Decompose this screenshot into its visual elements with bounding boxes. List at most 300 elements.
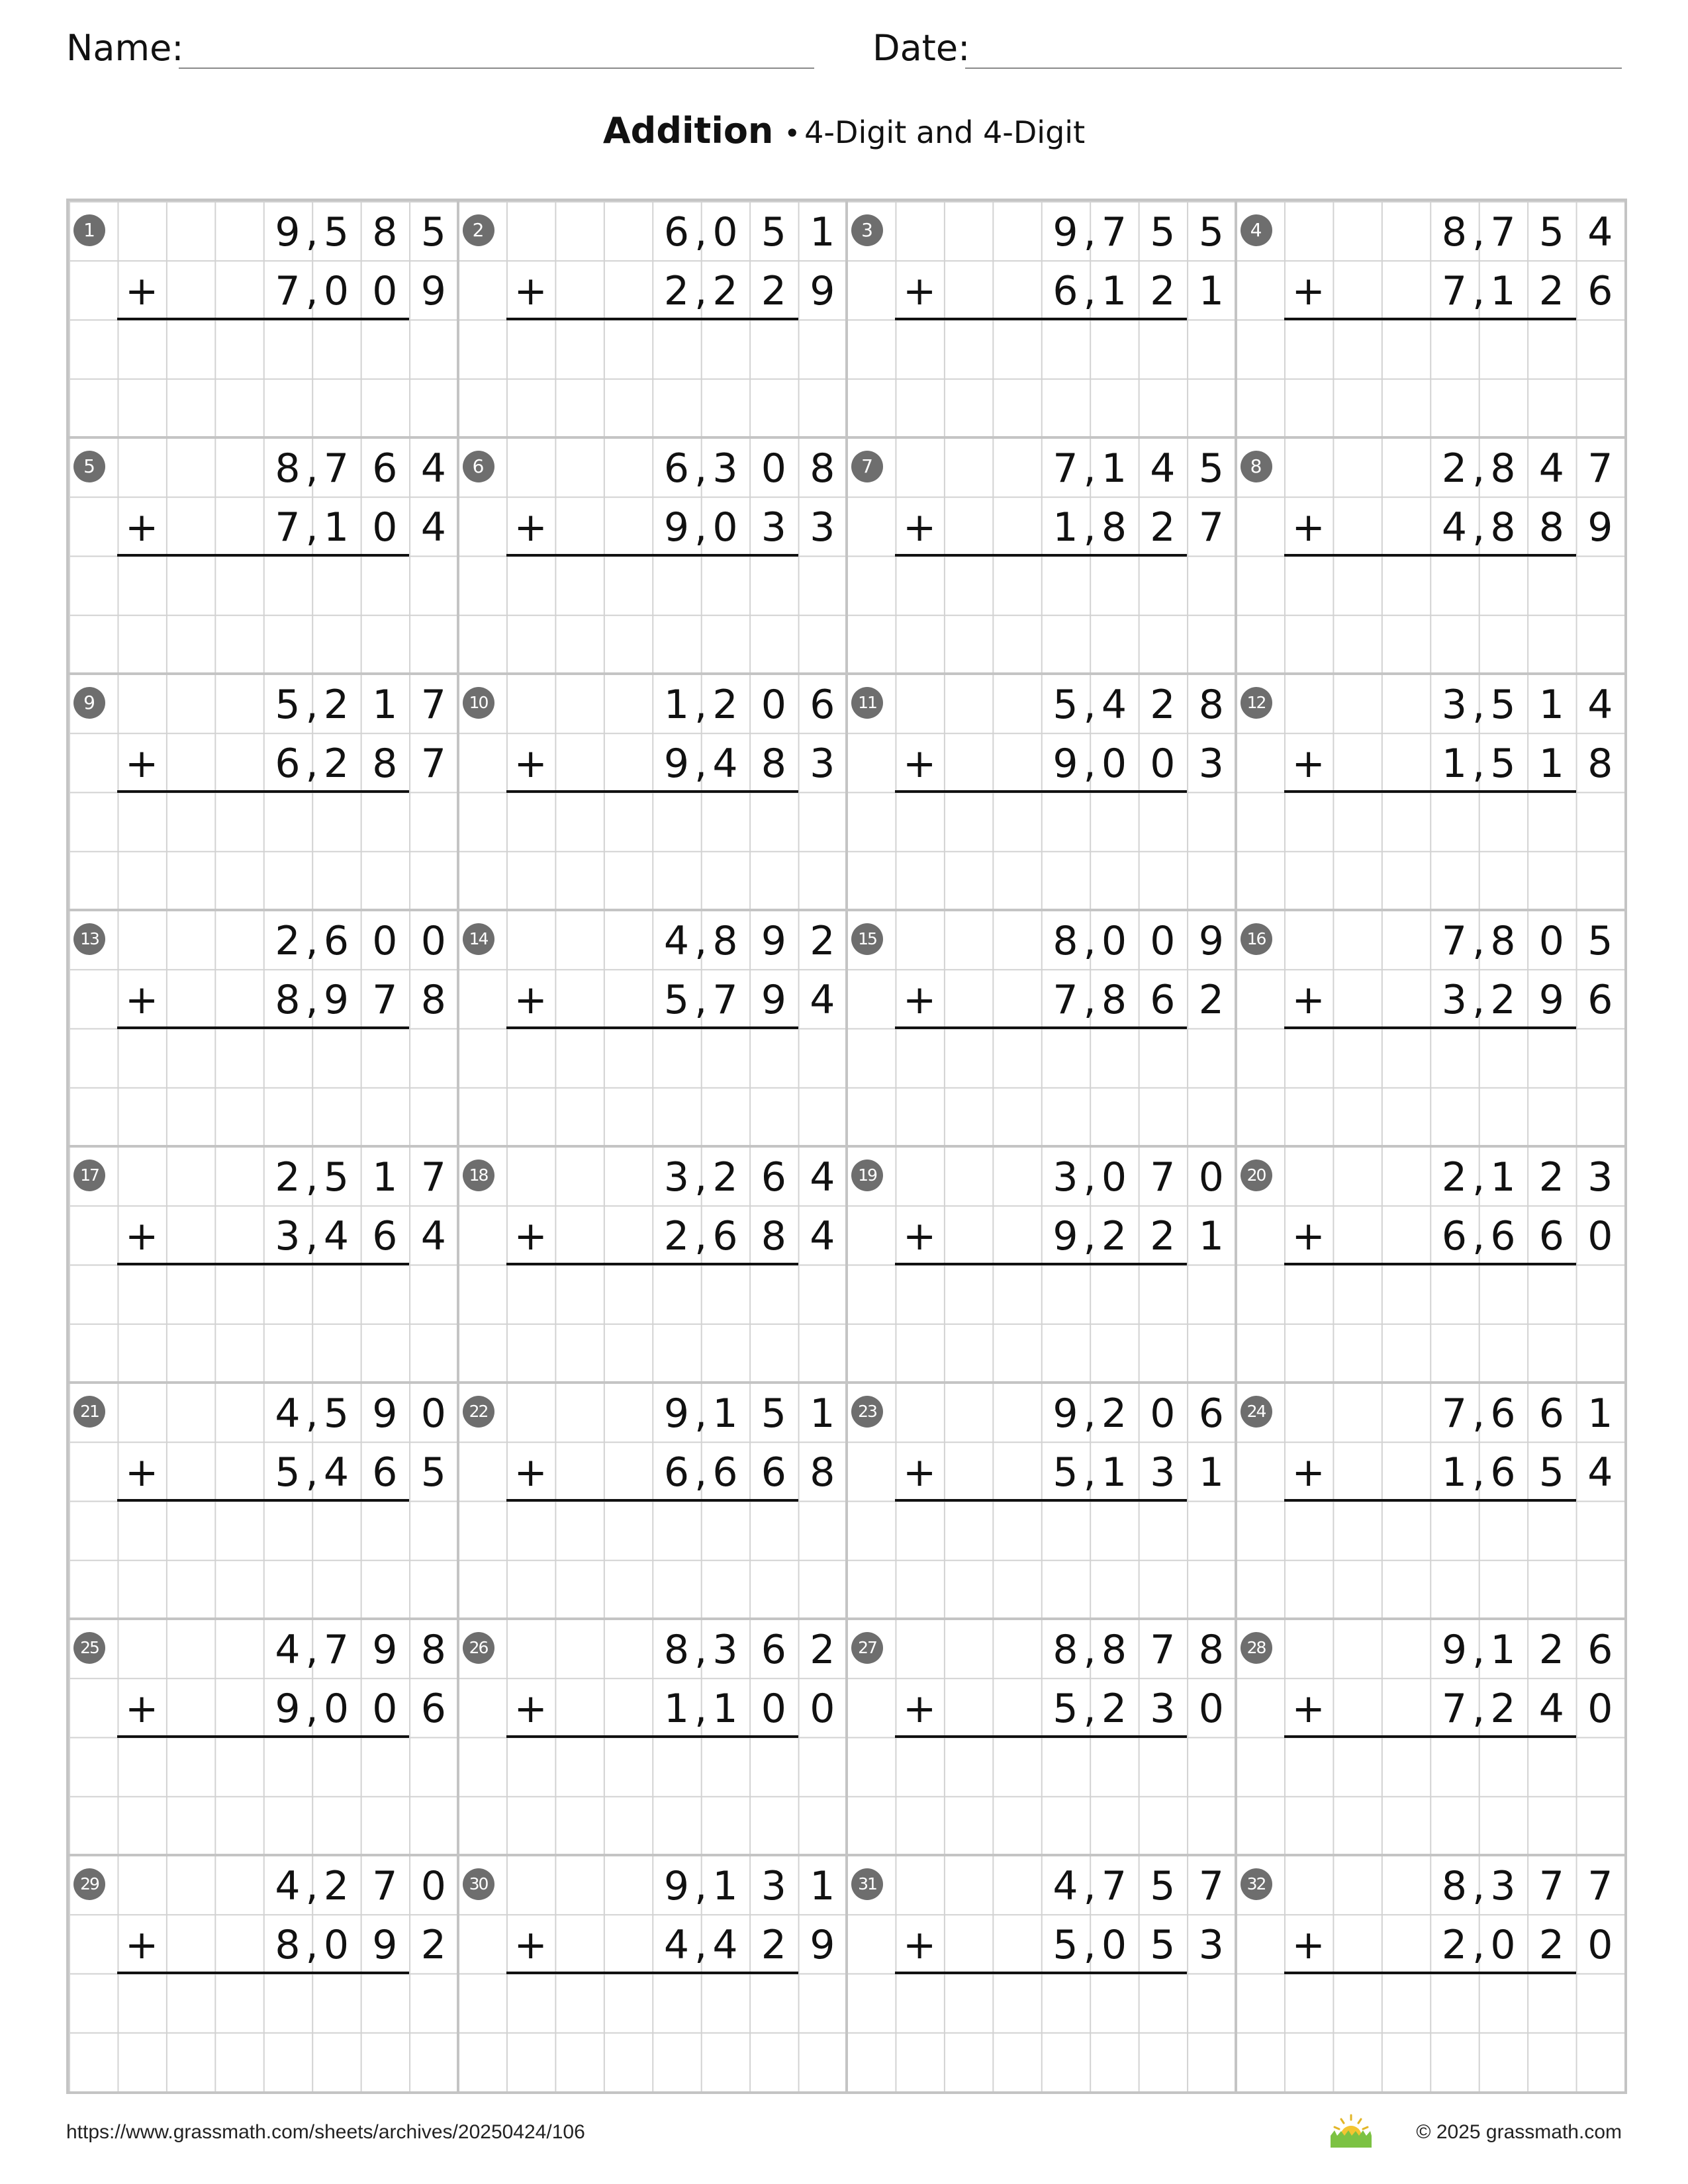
plus-sign: +	[514, 741, 547, 788]
problem-number-badge: 11	[851, 687, 883, 719]
top-addend-digit: 4	[420, 445, 446, 492]
bottom-addend-digit: 0	[372, 504, 398, 551]
bottom-addend-digit: 0	[1101, 741, 1127, 788]
problem-3	[847, 201, 1236, 437]
top-addend-digit: 0	[1150, 1390, 1176, 1437]
top-addend-digit: 1	[1490, 1627, 1516, 1673]
answer-area[interactable]	[1284, 1265, 1576, 1324]
bottom-addend-digit: 4	[712, 741, 738, 788]
top-addend-digit: 9	[1053, 1390, 1078, 1437]
bottom-addend-digit: 9	[372, 1922, 398, 1969]
top-addend-digit: 9	[1053, 209, 1078, 255]
top-addend-digit: 4	[1150, 445, 1176, 492]
bottom-addend-digit: 1	[1053, 504, 1078, 551]
bottom-addend-digit: 1	[712, 1686, 738, 1733]
title-bullet: •	[784, 117, 801, 150]
bottom-addend-digit: 6	[1587, 268, 1613, 315]
top-addend-digit: 2	[1441, 445, 1468, 492]
bottom-addend-digit: 8	[420, 977, 446, 1024]
bottom-addend-digit: 5	[275, 1449, 301, 1496]
bottom-addend-digit: 0	[1587, 1922, 1613, 1969]
answer-area[interactable]	[506, 556, 798, 615]
bottom-addend-digit: 8	[275, 977, 301, 1024]
top-addend-digit: 0	[420, 1863, 446, 1909]
top-addend-digit: 1	[1490, 1154, 1516, 1201]
bottom-addend-comma: ,	[1472, 1213, 1485, 1260]
answer-area[interactable]	[117, 1501, 409, 1560]
problem-number-badge: 7	[851, 451, 883, 482]
top-addend-digit: 6	[1198, 1390, 1224, 1437]
bottom-addend-digit: 6	[663, 1449, 690, 1496]
top-addend-comma: ,	[1472, 1627, 1485, 1673]
bottom-addend-comma: ,	[1083, 977, 1096, 1024]
grass-sun-logo-icon	[1325, 2111, 1377, 2151]
problem-number-badge: 27	[851, 1632, 883, 1664]
problem-number-badge: 10	[463, 687, 494, 719]
bottom-addend-comma: ,	[1472, 741, 1485, 788]
bottom-addend-digit: 2	[761, 1922, 786, 1969]
top-addend-digit: 6	[1490, 1390, 1516, 1437]
bottom-addend-digit: 7	[1441, 268, 1468, 315]
top-addend-digit: 1	[712, 1390, 738, 1437]
bottom-addend-digit: 6	[1587, 977, 1613, 1024]
top-addend-comma: ,	[1083, 1627, 1096, 1673]
problem-23	[847, 1383, 1236, 1619]
footer-url: https://www.grassmath.com/sheets/archives/20250424/106	[66, 2121, 585, 2143]
top-addend-digit: 3	[1490, 1863, 1516, 1909]
problem-27	[847, 1619, 1236, 1855]
plus-sign: +	[903, 1213, 937, 1260]
top-addend-digit: 2	[1538, 1154, 1564, 1201]
bottom-addend-comma: ,	[305, 741, 318, 788]
worksheet-title	[0, 105, 1688, 166]
bottom-addend-digit: 0	[810, 1686, 835, 1733]
top-addend-digit: 7	[1441, 1390, 1468, 1437]
top-addend-digit: 7	[1150, 1154, 1176, 1201]
answer-area[interactable]	[117, 1737, 409, 1796]
top-addend-digit: 0	[1150, 918, 1176, 964]
problem-number-badge: 15	[851, 923, 883, 955]
problem-5	[69, 437, 458, 674]
top-addend-digit: 5	[1198, 445, 1224, 492]
top-addend-digit: 4	[1538, 445, 1564, 492]
bottom-addend-digit: 5	[1490, 741, 1516, 788]
top-addend-digit: 4	[663, 918, 690, 964]
bottom-addend-digit: 8	[1587, 741, 1613, 788]
plus-sign: +	[1291, 268, 1325, 315]
plus-sign: +	[903, 977, 937, 1024]
bottom-addend-digit: 0	[1587, 1686, 1613, 1733]
answer-area[interactable]	[895, 1737, 1187, 1796]
bottom-addend-digit: 0	[1587, 1213, 1613, 1260]
bottom-addend-digit: 1	[323, 504, 349, 551]
name-field[interactable]	[179, 68, 814, 69]
top-addend-comma: ,	[694, 1863, 708, 1909]
bottom-addend-digit: 1	[1198, 1449, 1224, 1496]
top-addend-digit: 6	[1587, 1627, 1613, 1673]
top-addend-digit: 8	[420, 1627, 446, 1673]
top-addend-digit: 3	[1053, 1154, 1078, 1201]
bottom-addend-digit: 1	[1198, 1213, 1224, 1260]
bottom-addend-digit: 0	[372, 268, 398, 315]
problem-15	[847, 910, 1236, 1146]
answer-area[interactable]	[506, 1028, 798, 1087]
answer-area[interactable]	[506, 1501, 798, 1560]
answer-area[interactable]	[506, 1737, 798, 1796]
bottom-addend-digit: 0	[1198, 1686, 1224, 1733]
problem-8	[1236, 437, 1625, 674]
problem-31	[847, 1855, 1236, 2091]
bottom-addend-comma: ,	[694, 504, 708, 551]
bottom-addend-digit: 3	[1150, 1449, 1176, 1496]
bottom-addend-digit: 9	[1587, 504, 1613, 551]
bottom-addend-comma: ,	[694, 268, 708, 315]
bottom-addend-digit: 9	[810, 268, 835, 315]
bottom-addend-comma: ,	[1472, 504, 1485, 551]
bottom-addend-comma: ,	[1083, 504, 1096, 551]
problem-number-badge: 26	[463, 1632, 494, 1664]
bottom-addend-digit: 7	[1441, 1686, 1468, 1733]
top-addend-digit: 8	[275, 445, 301, 492]
problem-30	[458, 1855, 847, 2091]
bottom-addend-digit: 6	[1538, 1213, 1564, 1260]
top-addend-digit: 3	[1441, 682, 1468, 728]
bottom-addend-digit: 2	[712, 268, 738, 315]
top-addend-digit: 8	[1198, 682, 1224, 728]
answer-area[interactable]	[117, 792, 409, 851]
plus-sign: +	[903, 1449, 937, 1496]
top-addend-digit: 7	[420, 682, 446, 728]
top-addend-digit: 8	[1441, 209, 1468, 255]
bottom-addend-digit: 4	[810, 1213, 835, 1260]
problem-number-badge: 18	[463, 1160, 494, 1191]
top-addend-digit: 6	[761, 1154, 786, 1201]
bottom-addend-digit: 6	[761, 1449, 786, 1496]
plus-sign: +	[514, 1686, 547, 1733]
problem-20	[1236, 1146, 1625, 1383]
top-addend-digit: 8	[1490, 445, 1516, 492]
answer-area[interactable]	[895, 1265, 1187, 1324]
bottom-addend-digit: 1	[1101, 268, 1127, 315]
top-addend-digit: 0	[1101, 918, 1127, 964]
problem-number-badge: 30	[463, 1868, 494, 1900]
top-addend-comma: ,	[694, 1390, 708, 1437]
top-addend-digit: 4	[1587, 209, 1613, 255]
plus-sign: +	[514, 1213, 547, 1260]
answer-area[interactable]	[895, 556, 1187, 615]
problem-number-badge: 6	[463, 451, 494, 482]
answer-area[interactable]	[1284, 1737, 1576, 1796]
bottom-addend-digit: 0	[1490, 1922, 1516, 1969]
problem-1	[69, 201, 458, 437]
bottom-addend-comma: ,	[694, 1213, 708, 1260]
top-addend-digit: 8	[1441, 1863, 1468, 1909]
top-addend-digit: 8	[712, 918, 738, 964]
answer-area[interactable]	[1284, 1028, 1576, 1087]
problem-number-badge: 32	[1241, 1868, 1272, 1900]
bottom-addend-comma: ,	[1083, 1922, 1096, 1969]
bottom-addend-digit: 6	[372, 1213, 398, 1260]
bottom-addend-digit: 8	[761, 741, 786, 788]
problem-32	[1236, 1855, 1625, 2091]
bottom-addend-comma: ,	[1083, 1686, 1096, 1733]
bottom-addend-digit: 0	[323, 1686, 349, 1733]
problem-26	[458, 1619, 847, 1855]
plus-sign: +	[514, 1449, 547, 1496]
bottom-addend-digit: 1	[1101, 1449, 1127, 1496]
answer-area[interactable]	[1284, 1974, 1576, 2032]
problem-number-badge: 14	[463, 923, 494, 955]
answer-area[interactable]	[895, 1974, 1187, 2032]
bottom-addend-digit: 2	[1538, 268, 1564, 315]
bottom-addend-digit: 2	[420, 1922, 446, 1969]
top-addend-digit: 3	[712, 1627, 738, 1673]
problem-2	[458, 201, 847, 437]
bottom-addend-digit: 6	[275, 741, 301, 788]
bottom-addend-comma: ,	[305, 1686, 318, 1733]
bottom-addend-digit: 9	[420, 268, 446, 315]
bottom-addend-digit: 5	[663, 977, 690, 1024]
top-addend-digit: 7	[1441, 918, 1468, 964]
plus-sign: +	[514, 268, 547, 315]
top-addend-comma: ,	[1083, 918, 1096, 964]
bottom-addend-digit: 7	[275, 504, 301, 551]
title-subtitle: 4-Digit and 4-Digit	[804, 114, 1086, 150]
top-addend-digit: 6	[663, 445, 690, 492]
answer-area[interactable]	[1284, 320, 1576, 379]
bottom-addend-digit: 9	[810, 1922, 835, 1969]
top-addend-digit: 6	[663, 209, 690, 255]
top-addend-digit: 4	[1587, 682, 1613, 728]
bottom-addend-digit: 7	[275, 268, 301, 315]
top-addend-comma: ,	[1083, 1154, 1096, 1201]
answer-area[interactable]	[1284, 792, 1576, 851]
top-addend-digit: 9	[761, 918, 786, 964]
bottom-addend-digit: 7	[420, 741, 446, 788]
bottom-addend-digit: 0	[761, 1686, 786, 1733]
bottom-addend-digit: 4	[420, 504, 446, 551]
bottom-addend-digit: 4	[1538, 1686, 1564, 1733]
problem-6	[458, 437, 847, 674]
top-addend-comma: ,	[305, 1390, 318, 1437]
answer-area[interactable]	[895, 320, 1187, 379]
answer-area[interactable]	[117, 556, 409, 615]
bottom-addend-digit: 2	[1490, 1686, 1516, 1733]
bottom-addend-comma: ,	[305, 504, 318, 551]
bottom-addend-digit: 8	[1101, 977, 1127, 1024]
answer-area[interactable]	[117, 1974, 409, 2032]
top-addend-digit: 9	[1441, 1627, 1468, 1673]
answer-area[interactable]	[506, 1265, 798, 1324]
top-addend-digit: 1	[712, 1863, 738, 1909]
problem-number-badge: 8	[1241, 451, 1272, 482]
bottom-addend-digit: 2	[1101, 1686, 1127, 1733]
bottom-addend-digit: 5	[420, 1449, 446, 1496]
top-addend-digit: 7	[1101, 1863, 1127, 1909]
top-addend-digit: 8	[1053, 918, 1078, 964]
problem-number-badge: 9	[73, 687, 105, 719]
plus-sign: +	[903, 1922, 937, 1969]
top-addend-digit: 9	[372, 1390, 398, 1437]
answer-area[interactable]	[506, 792, 798, 851]
top-addend-digit: 0	[420, 918, 446, 964]
bottom-addend-digit: 4	[1587, 1449, 1613, 1496]
bottom-addend-digit: 1	[663, 1686, 690, 1733]
plus-sign: +	[125, 741, 159, 788]
problem-17	[69, 1146, 458, 1383]
top-addend-digit: 1	[372, 1154, 398, 1201]
top-addend-digit: 7	[323, 445, 349, 492]
plus-sign: +	[125, 1213, 159, 1260]
top-addend-digit: 6	[761, 1627, 786, 1673]
answer-area[interactable]	[895, 792, 1187, 851]
answer-area[interactable]	[117, 1265, 409, 1324]
top-addend-digit: 6	[323, 918, 349, 964]
problem-number-badge: 12	[1241, 687, 1272, 719]
answer-area[interactable]	[117, 1028, 409, 1087]
top-addend-comma: ,	[1083, 1863, 1096, 1909]
top-addend-digit: 5	[323, 1154, 349, 1201]
bottom-addend-comma: ,	[305, 977, 318, 1024]
problem-19	[847, 1146, 1236, 1383]
problem-7	[847, 437, 1236, 674]
bottom-addend-digit: 5	[1538, 1449, 1564, 1496]
bottom-addend-comma: ,	[1083, 741, 1096, 788]
top-addend-digit: 5	[1150, 1863, 1176, 1909]
answer-area[interactable]	[895, 1501, 1187, 1560]
problem-number-badge: 16	[1241, 923, 1272, 955]
plus-sign: +	[1291, 1686, 1325, 1733]
bottom-addend-digit: 2	[1441, 1922, 1468, 1969]
problem-12	[1236, 674, 1625, 910]
bottom-addend-digit: 3	[810, 741, 835, 788]
bottom-addend-digit: 0	[323, 268, 349, 315]
bottom-addend-comma: ,	[1472, 977, 1485, 1024]
bottom-addend-digit: 0	[372, 1686, 398, 1733]
top-addend-digit: 6	[372, 445, 398, 492]
answer-area[interactable]	[895, 1028, 1187, 1087]
problem-11	[847, 674, 1236, 910]
top-addend-digit: 2	[323, 1863, 349, 1909]
bottom-addend-comma: ,	[305, 1213, 318, 1260]
problem-18	[458, 1146, 847, 1383]
bottom-addend-digit: 4	[1441, 504, 1468, 551]
top-addend-digit: 0	[372, 918, 398, 964]
bottom-addend-digit: 5	[1053, 1922, 1078, 1969]
bottom-addend-digit: 5	[1150, 1922, 1176, 1969]
problem-13	[69, 910, 458, 1146]
bottom-addend-digit: 2	[1150, 504, 1176, 551]
plus-sign: +	[903, 1686, 937, 1733]
top-addend-digit: 6	[1538, 1390, 1564, 1437]
bottom-addend-digit: 4	[712, 1922, 738, 1969]
top-addend-digit: 5	[761, 209, 786, 255]
bottom-addend-digit: 4	[323, 1213, 349, 1260]
top-addend-digit: 1	[1587, 1390, 1613, 1437]
bottom-addend-digit: 1	[1441, 1449, 1468, 1496]
plus-sign: +	[125, 504, 159, 551]
top-addend-digit: 7	[1150, 1627, 1176, 1673]
top-addend-digit: 8	[1198, 1627, 1224, 1673]
plus-sign: +	[903, 504, 937, 551]
top-addend-digit: 5	[1198, 209, 1224, 255]
top-addend-comma: ,	[1472, 1154, 1485, 1201]
problem-9	[69, 674, 458, 910]
answer-area[interactable]	[506, 1974, 798, 2032]
top-addend-digit: 8	[1101, 1627, 1127, 1673]
bottom-addend-digit: 2	[323, 741, 349, 788]
bottom-addend-comma: ,	[1472, 1686, 1485, 1733]
bottom-addend-digit: 2	[1150, 1213, 1176, 1260]
bottom-addend-digit: 7	[712, 977, 738, 1024]
top-addend-digit: 0	[761, 682, 786, 728]
top-addend-digit: 0	[1198, 1154, 1224, 1201]
bottom-addend-comma: ,	[1083, 1449, 1096, 1496]
top-addend-digit: 0	[1538, 918, 1564, 964]
problem-28	[1236, 1619, 1625, 1855]
top-addend-digit: 4	[1053, 1863, 1078, 1909]
bottom-addend-comma: ,	[1083, 1213, 1096, 1260]
plus-sign: +	[125, 1686, 159, 1733]
bottom-addend-comma: ,	[694, 1686, 708, 1733]
problem-21	[69, 1383, 458, 1619]
top-addend-comma: ,	[1472, 1863, 1485, 1909]
bottom-addend-digit: 2	[663, 1213, 690, 1260]
bottom-addend-digit: 2	[663, 268, 690, 315]
bottom-addend-comma: ,	[1083, 268, 1096, 315]
bottom-addend-comma: ,	[1472, 1449, 1485, 1496]
top-addend-digit: 2	[1441, 1154, 1468, 1201]
problem-number-badge: 20	[1241, 1160, 1272, 1191]
bottom-addend-digit: 2	[1101, 1213, 1127, 1260]
plus-sign: +	[1291, 1922, 1325, 1969]
bottom-addend-digit: 5	[1053, 1449, 1078, 1496]
bottom-addend-digit: 4	[810, 977, 835, 1024]
answer-area[interactable]	[117, 320, 409, 379]
bottom-addend-digit: 6	[420, 1686, 446, 1733]
problem-number-badge: 29	[73, 1868, 105, 1900]
bottom-addend-digit: 6	[1490, 1449, 1516, 1496]
top-addend-digit: 9	[1198, 918, 1224, 964]
bottom-addend-digit: 2	[1490, 977, 1516, 1024]
date-field[interactable]	[965, 68, 1622, 69]
answer-area[interactable]	[1284, 556, 1576, 615]
top-addend-digit: 7	[1053, 445, 1078, 492]
bottom-addend-comma: ,	[1472, 1922, 1485, 1969]
bottom-addend-digit: 9	[1053, 1213, 1078, 1260]
top-addend-digit: 1	[372, 682, 398, 728]
problem-number-badge: 25	[73, 1632, 105, 1664]
answer-area[interactable]	[506, 320, 798, 379]
top-addend-digit: 1	[810, 1390, 835, 1437]
top-addend-digit: 7	[372, 1863, 398, 1909]
plus-sign: +	[514, 977, 547, 1024]
top-addend-digit: 3	[761, 1863, 786, 1909]
answer-area[interactable]	[1284, 1501, 1576, 1560]
plus-sign: +	[1291, 977, 1325, 1024]
problem-number-badge: 28	[1241, 1632, 1272, 1664]
top-addend-digit: 5	[323, 1390, 349, 1437]
top-addend-digit: 5	[420, 209, 446, 255]
top-addend-digit: 0	[712, 209, 738, 255]
problem-number-badge: 22	[463, 1396, 494, 1428]
name-label: Name:	[66, 27, 184, 69]
top-addend-comma: ,	[305, 682, 318, 728]
bottom-addend-digit: 8	[372, 741, 398, 788]
top-addend-comma: ,	[305, 1627, 318, 1673]
bottom-addend-digit: 8	[275, 1922, 301, 1969]
bottom-addend-digit: 1	[1441, 741, 1468, 788]
